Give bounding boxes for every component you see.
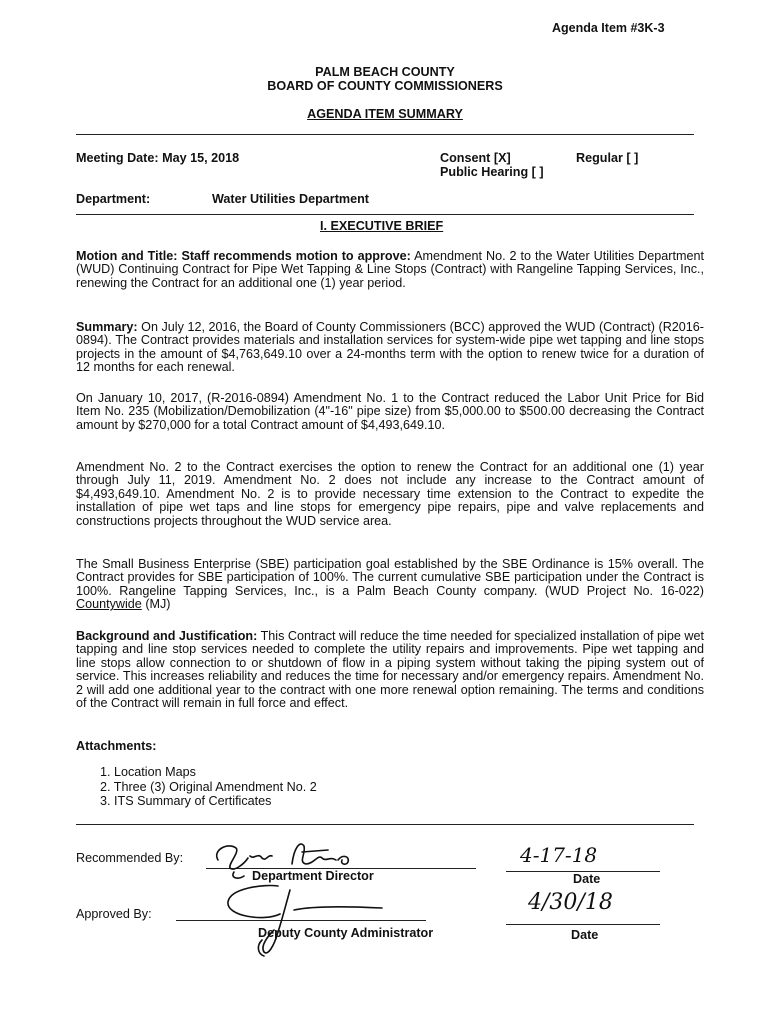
background-label: Background and Justification: [76,629,258,643]
background-text: This Contract will reduce the time needed for specialized installation of pipe wet tapping and line stop services needed to complete the utility repairs and improvements. Pipe wet tapping and line stops allow connection to or shutdown of flow in a piping system without taking the piping system out of service. This increases reliability and reduces the time for necessary and/or emergency repairs. Amendment No. 2 will add one additional year to the contract with one more renewal option remaining. The terms and conditions of the Contract will remain in full force and effect. [76,629,704,711]
meeting-date-value: May 15, 2018 [162,151,240,165]
consent-flag: Consent [X] [440,151,511,165]
recommended-date-label: Date [573,872,601,886]
summary-label: Summary: [76,320,138,334]
motion-text: Amendment No. 2 to the Water Utilities Department (WUD) Continuing Contract for Pipe Wet Tapping & Line Stops (Contract) with Rangeline Tapping Services, Inc., renewing the Contract for an additional one (1) year period. [76,249,704,290]
approved-date-line [506,924,660,925]
signature-divider [76,824,694,825]
public-hearing-flag: Public Hearing [ ] [440,165,544,179]
county-name: PALM BEACH COUNTY [315,65,455,79]
meeting-date [76,152,239,165]
summary-paragraph-1 [76,321,704,375]
section-title-text: I. EXECUTIVE BRIEF [320,219,444,233]
administrator-signature [212,880,412,960]
mj-text: (MJ) [145,597,171,612]
background-paragraph [76,630,704,710]
summary-paragraph-2: On January 10, 2017, (R-2016-0894) Amendment No. 1 to the Contract reduced the Labor Unit Price for Bid Item No. 235 (Mobilization/Demobilization (4"-16" pipe size) from $5,000.00 to $500.00 decreasing the Contract amount by $270,000 for a total Contract amount of $4,493,649.10. [76,391,704,432]
motion-lead: Staff recommends motion to approve: [181,249,411,263]
list-item: 1. Location Maps [100,765,196,779]
summary-title: AGENDA ITEM SUMMARY [307,107,463,121]
summary-paragraph-4 [76,558,704,612]
header-divider [76,134,694,135]
summary-p1: On July 12, 2016, the Board of County Commissioners (BCC) approved the WUD (Contract) (R2016-0894). The Contract provides materials and installation services for system-wide pipe wet tapping and line stops projects in the amount of $4,763,649.10 over a 24-months term with the option to renew twice for a duration of 12 months for each renewal. [76,320,704,375]
approved-date-label: Date [571,928,599,942]
meeting-date-label: Meeting Date: [76,151,159,165]
countywide-text: Countywide [76,597,142,612]
section-title [320,220,443,233]
board-name: BOARD OF COUNTY COMMISSIONERS [267,79,503,93]
department-value: Water Utilities Department [212,192,369,206]
motion-label: Motion and Title: [76,249,178,263]
recommended-label: Recommended By: [76,851,184,865]
list-item: 2. Three (3) Original Amendment No. 2 [100,779,317,794]
sbe-text: The Small Business Enterprise (SBE) participation goal established by the SBE Ordinance is 15% overall. The Contract provides for SBE participation of 100%. The current cumulative SBE participation under the Contract is 100%. Rangeline Tapping Services, Inc., is a Palm Beach County company. (WUD Project No. 16-022) [76,557,704,598]
attachments-label: Attachments: [76,739,157,753]
recommended-date-handwritten: 4-17-18 [520,843,598,867]
summary-paragraph-3: Amendment No. 2 to the Contract exercises the option to renew the Contract for an additional one (1) year through July 11, 2019. Amendment No. 2 does not include any increase to the Contract amount of $4,493,649.10. Amendment No. 2 is to provide necessary time extension to the Contract to expedite the installation of pipe wet taps and line stops for emergency pipe repairs, pipe and valve replacements and constructions projects throughout the WUD service area. [76,460,704,528]
list-item: 3. ITS Summary of Certificates [100,794,272,808]
approved-title: Deputy County Administrator [258,926,434,940]
motion-paragraph [76,250,704,290]
approved-date-handwritten: 4/30/18 [528,890,613,915]
attachments-list [100,766,317,810]
department-label: Department: [76,192,151,206]
agenda-item-number: Agenda Item #3K-3 [552,21,665,35]
recommended-title: Department Director [252,869,374,883]
regular-flag: Regular [ ] [576,151,639,165]
section-divider [76,214,694,215]
approved-label: Approved By: [76,907,152,921]
